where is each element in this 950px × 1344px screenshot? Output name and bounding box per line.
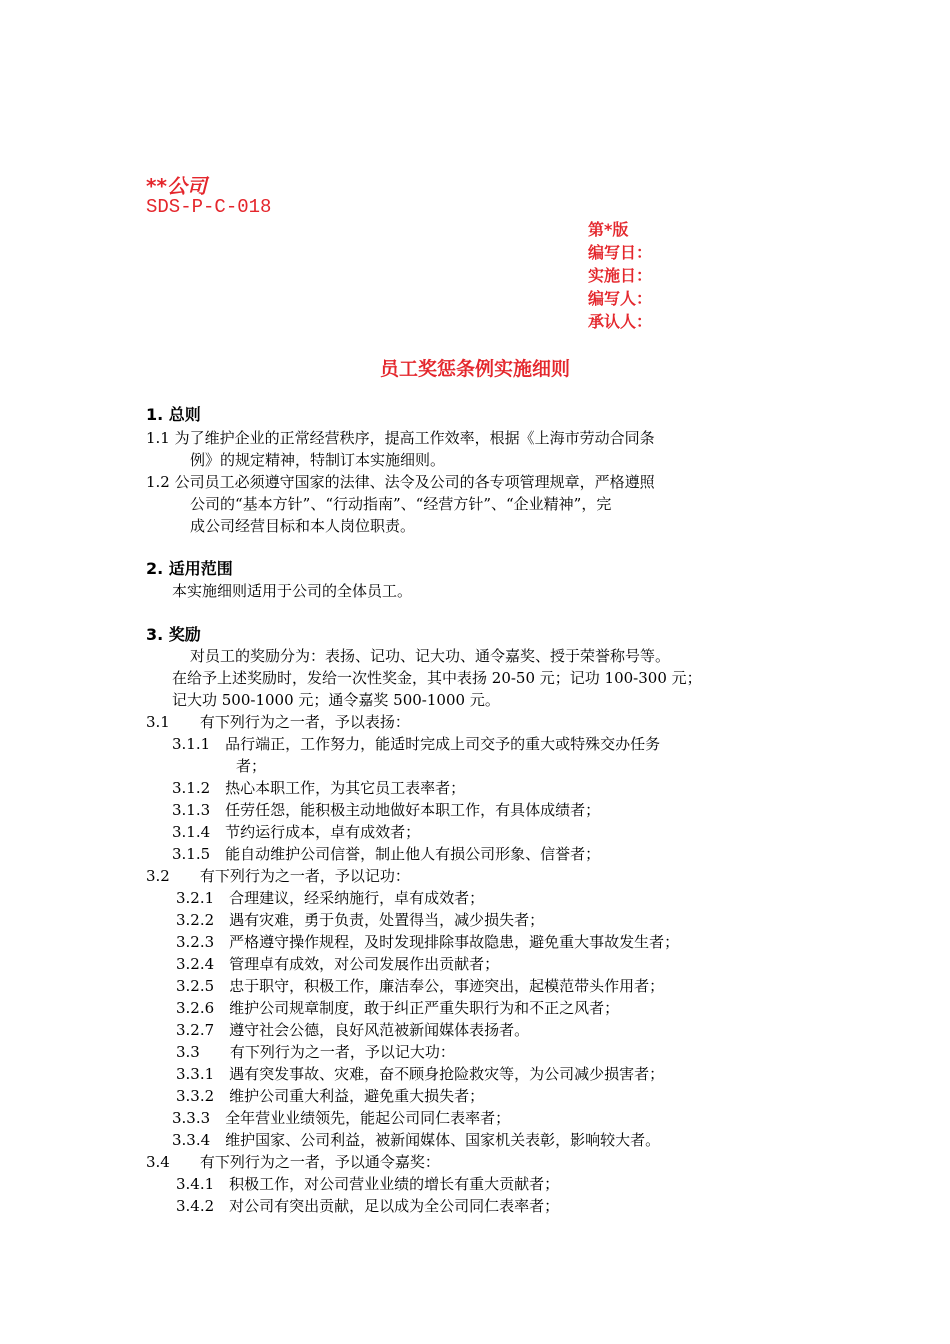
clause-3-2: 3.2 有下列行为之一者，予以记功： xyxy=(146,867,410,885)
clause-3-3-3: 3.3.3 全年营业业绩领先，能起公司同仁表率者； xyxy=(172,1109,511,1127)
section-1-heading: 1. 总则 xyxy=(146,405,201,424)
paragraph-3-intro-line1: 对员工的奖励分为：表扬、记功、记大功、通令嘉奖、授于荣誉称号等。 xyxy=(190,647,671,665)
paragraph-3-intro-line2: 在给予上述奖励时，发给一次性奖金，其中表扬 20-50 元；记功 100-300 元； xyxy=(172,669,702,687)
clause-3-1-4: 3.1.4 节约运行成本，卓有成效者； xyxy=(172,823,421,841)
paragraph-1-2-line3: 成公司经营目标和本人岗位职责。 xyxy=(190,517,416,535)
meta-approver: 承认人： xyxy=(588,312,653,331)
paragraph-2: 本实施细则适用于公司的全体员工。 xyxy=(172,582,413,600)
clause-3-4: 3.4 有下列行为之一者，予以通令嘉奖： xyxy=(146,1153,440,1171)
clause-3-2-2: 3.2.2 遇有灾难，勇于负责，处置得当，减少损失者； xyxy=(176,911,545,929)
clause-3-2-3: 3.2.3 严格遵守操作规程，及时发现排除事故隐患，避免重大事故发生者； xyxy=(176,933,680,951)
document-title: 员工奖惩条例实施细则 xyxy=(379,358,570,380)
clause-3-2-5: 3.2.5 忠于职守，积极工作，廉洁奉公，事迹突出，起模范带头作用者； xyxy=(176,977,665,995)
clause-3-2-1: 3.2.1 合理建议，经采纳施行，卓有成效者； xyxy=(176,889,485,907)
meta-written-date: 编写日： xyxy=(588,243,653,262)
meta-effective-date: 实施日： xyxy=(588,266,653,285)
clause-3-2-7: 3.2.7 遵守社会公德，良好风范被新闻媒体表扬者。 xyxy=(176,1021,530,1039)
paragraph-1-2-line2: 公司的“基本方针”、“行动指南”、“经营方针”、“企业精神”，完 xyxy=(190,495,612,513)
clause-3-1-1-line1: 3.1.1 品行端正，工作努力，能适时完成上司交予的重大或特殊交办任务 xyxy=(172,735,661,753)
clause-3-3: 3.3 有下列行为之一者，予以记大功： xyxy=(176,1043,455,1061)
section-2-heading: 2. 适用范围 xyxy=(146,559,233,578)
clause-3-1-5: 3.1.5 能自动维护公司信誉，制止他人有损公司形象、信誉者； xyxy=(172,845,601,863)
clause-3-1-3: 3.1.3 任劳任怨，能积极主动地做好本职工作，有具体成绩者； xyxy=(172,801,601,819)
clause-3-3-1: 3.3.1 遇有突发事故、灾难，奋不顾身抢险救灾等，为公司减少损害者； xyxy=(176,1065,665,1083)
section-3-heading: 3. 奖励 xyxy=(146,625,201,644)
clause-3-4-2: 3.4.2 对公司有突出贡献，足以成为全公司同仁表率者； xyxy=(176,1197,560,1215)
clause-3-1: 3.1 有下列行为之一者，予以表扬： xyxy=(146,713,410,731)
clause-3-2-6: 3.2.6 维护公司规章制度，敢于纠正严重失职行为和不正之风者； xyxy=(176,999,620,1017)
meta-version: 第*版 xyxy=(588,220,629,239)
paragraph-1-1-line2: 例》的规定精神，特制订本实施细则。 xyxy=(190,451,446,469)
meta-author: 编写人： xyxy=(588,289,653,308)
paragraph-3-intro-line3: 记大功 500-1000 元；通令嘉奖 500-1000 元。 xyxy=(172,691,500,709)
clause-3-3-4: 3.3.4 维护国家、公司利益，被新闻媒体、国家机关表彰，影响较大者。 xyxy=(172,1131,661,1149)
document-meta xyxy=(588,218,652,333)
document-code: SDS-P-C-018 xyxy=(146,196,272,218)
clause-3-2-4: 3.2.4 管理卓有成效，对公司发展作出贡献者； xyxy=(176,955,500,973)
paragraph-1-2-line1: 1.2 公司员工必须遵守国家的法律、法令及公司的各专项管理规章，严格遵照 xyxy=(146,473,655,491)
clause-3-4-1: 3.4.1 积极工作，对公司营业业绩的增长有重大贡献者； xyxy=(176,1175,560,1193)
clause-3-1-1-line2: 者； xyxy=(236,757,267,775)
clause-3-1-2: 3.1.2 热心本职工作，为其它员工表率者； xyxy=(172,779,466,797)
company-name: **公司 xyxy=(146,174,207,198)
paragraph-1-1-line1: 1.1 为了维护企业的正常经营秩序，提高工作效率，根据《上海市劳动合同条 xyxy=(146,429,655,447)
clause-3-3-2: 3.3.2 维护公司重大利益，避免重大损失者； xyxy=(176,1087,485,1105)
